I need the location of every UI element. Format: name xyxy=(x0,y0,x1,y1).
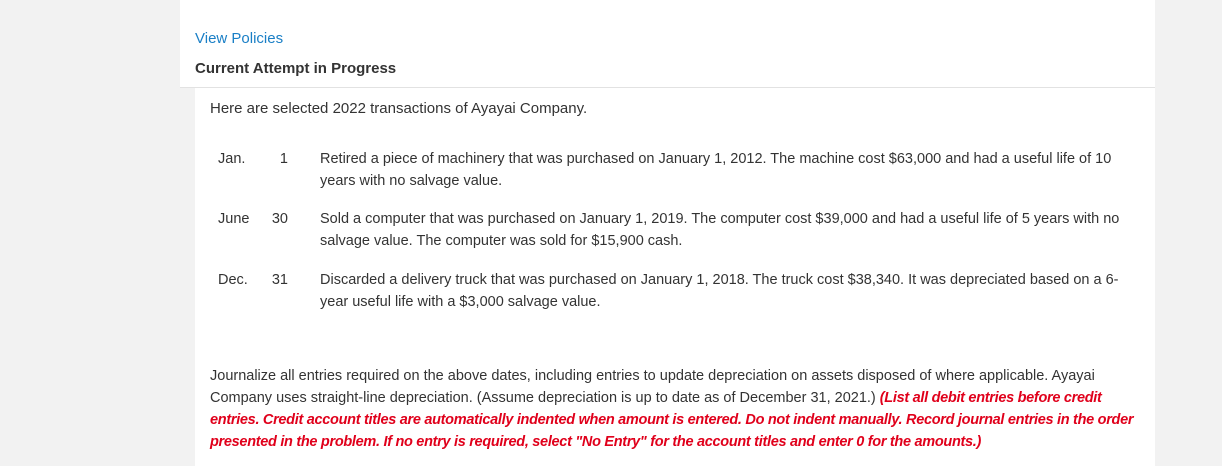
question-panel xyxy=(195,88,1155,466)
transaction-day: 1 xyxy=(279,151,288,167)
attempt-status-label: Current Attempt in Progress xyxy=(195,60,397,77)
view-policies-link[interactable]: View Policies xyxy=(195,30,284,47)
instruction-emphasis: (List all debit entries before credit entries. Credit account titles are automatically indented when amount is entered. Do not indent manually. Record journal entries in the order presented in the problem. If no entry is required, select "No Entry" for the account titles and enter 0 for the amounts.) xyxy=(210,390,1134,450)
transaction-month: June xyxy=(218,211,250,227)
question-instructions xyxy=(210,365,1145,453)
transaction-month: Jan. xyxy=(218,151,246,167)
transaction-month: Dec. xyxy=(218,272,248,288)
transaction-day: 31 xyxy=(271,272,288,288)
transaction-description: Sold a computer that was purchased on January 1, 2019. The computer cost $39,000 and had a useful life of 5 years with no salvage value. The computer was sold for $15,900 cash. xyxy=(320,211,1120,249)
question-intro: Here are selected 2022 transactions of Ayayai Company. xyxy=(210,100,588,117)
transaction-day: 30 xyxy=(271,211,288,227)
top-area xyxy=(180,0,1155,88)
instruction-text: Journalize all entries required on the above dates, including entries to update depreciation on assets disposed of where applicable. Ayayai Company uses straight-line depreciation. (Assume depreciation is up to date as of December 31, 2021.) xyxy=(210,368,1095,406)
transaction-description: Retired a piece of machinery that was purchased on January 1, 2012. The machine cost $63,000 and had a useful life of 10 years with no salvage value. xyxy=(320,151,1112,189)
transaction-description: Discarded a delivery truck that was purchased on January 1, 2018. The truck cost $38,340. It was depreciated based on a 6-year useful life with a $3,000 salvage value. xyxy=(320,272,1119,310)
